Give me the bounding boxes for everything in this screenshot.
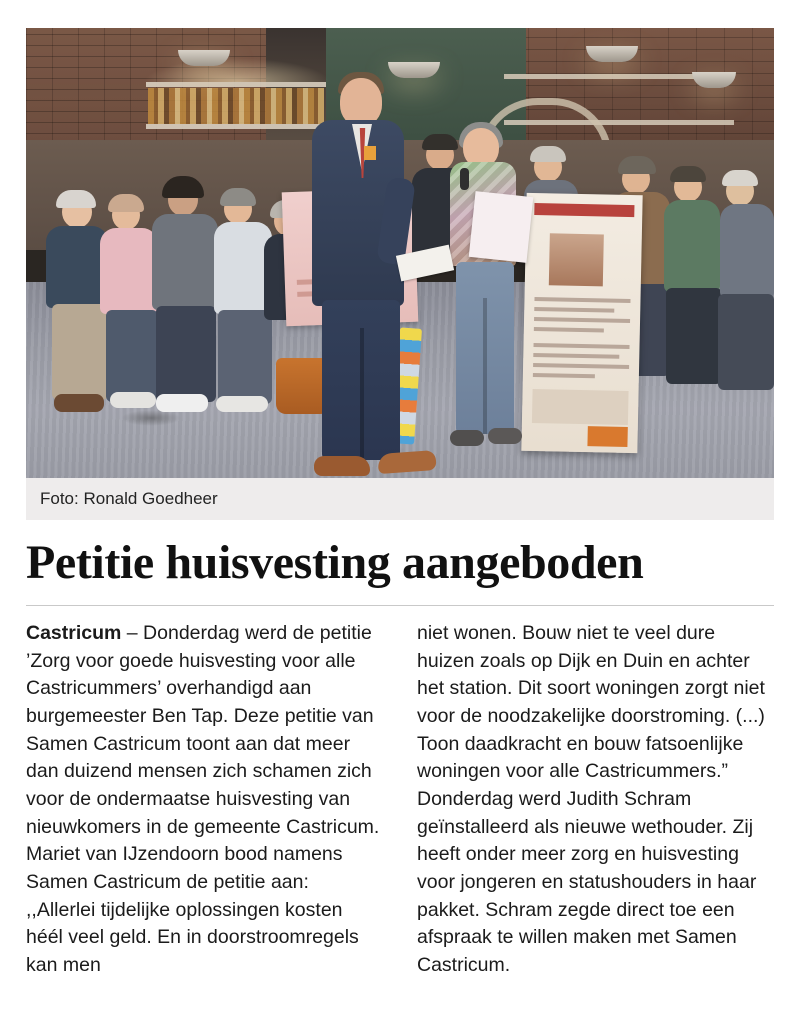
- article-photo: [26, 28, 774, 478]
- floor-shadow: [121, 410, 181, 426]
- poster-image-block: [532, 389, 629, 425]
- poster-title-band: [534, 203, 634, 217]
- poster-logo: [587, 426, 627, 447]
- column-right-text: niet wonen. Bouw niet te veel dure huizen zoals op Dijk en Duin en achter het station. Dit soort woningen zorgt niet voor de noodzakelijke doorstroming. (...) Toon daadkracht en bouw fatsoenlijke woningen voor alle Castricummers.” Donderdag werd Judith Schram geïnstalleerd als nieuwe wethouder. Zij heeft onder meer zorg en huisvesting voor jongeren en statushouders in haar pakket. Schram zegde direct toe een afspraak te willen maken met Samen Castricum.: [417, 621, 765, 977]
- article-headline: Petitie huisvesting aangeboden: [26, 536, 644, 589]
- audience-hair: [220, 188, 256, 206]
- poster-text-line: [533, 353, 619, 359]
- audience-shoes: [156, 394, 208, 412]
- poster-text-line: [533, 343, 629, 349]
- article-column-left: [26, 620, 383, 980]
- audience-body: [100, 228, 158, 314]
- speaker-shoe: [377, 450, 436, 474]
- audience-body: [46, 226, 108, 308]
- audience-hair: [722, 170, 758, 186]
- article-column-right: [417, 620, 774, 980]
- books-row: [148, 88, 324, 124]
- lead-location: Castricum: [26, 621, 122, 644]
- microphone: [460, 168, 469, 190]
- audience-shoes: [110, 392, 156, 408]
- audience-hair: [56, 190, 96, 208]
- photo-caption-bar: [26, 478, 774, 520]
- information-poster: [521, 193, 642, 453]
- column-left-text: – Donderdag werd de petitie ’Zorg voor goede huisvesting voor alle Castricummers’ overhandigd aan burgemeester Ben Tap. Deze petitie van Samen Castricum toont aan dat meer dan duizend mensen zich schamen zich voor de ondermaatse huisvesting van nieuwkomers in de gemeente Castricum. Mariet van IJzendoorn bood namens Samen Castricum de petitie aan: ,,Allerlei tijdelijke oplossingen kosten héél veel geld. En in doorstroomregels kan men: [26, 621, 380, 977]
- poster-text-line: [534, 327, 604, 332]
- ceiling-lamp: [586, 46, 638, 62]
- ceiling-lamp: [178, 50, 230, 66]
- poster-text-line: [534, 307, 614, 313]
- audience-legs: [718, 294, 774, 390]
- photo-block: [26, 28, 774, 520]
- shelf-light-glow: [144, 58, 330, 82]
- woman-shoe: [488, 428, 522, 444]
- poster-photo: [549, 233, 604, 286]
- speaker-trousers-seam: [360, 328, 364, 458]
- poster-text-line: [533, 363, 629, 369]
- audience-body: [664, 200, 720, 292]
- audience-hair: [670, 166, 706, 182]
- bookshelf-edge: [146, 82, 326, 87]
- audience-hair: [422, 134, 458, 150]
- woman-jeans-seam: [483, 298, 487, 434]
- audience-shoes: [216, 396, 268, 412]
- poster-text-line: [534, 317, 630, 323]
- speaker-shoe: [314, 456, 370, 476]
- audience-body: [152, 214, 218, 310]
- audience-shoes: [54, 394, 104, 412]
- speaker-head: [340, 78, 382, 126]
- audience-hair: [108, 194, 144, 212]
- audience-legs: [156, 306, 216, 402]
- audience-legs: [52, 304, 108, 400]
- petition-papers: [469, 191, 534, 263]
- lead-paragraph: [26, 620, 383, 980]
- speaker-badge: [364, 146, 376, 160]
- woman-shoe: [450, 430, 484, 446]
- poster-text-line: [533, 373, 595, 378]
- bookshelf-edge: [146, 124, 326, 129]
- audience-hair: [530, 146, 566, 162]
- headline-divider: [26, 605, 774, 606]
- audience-legs: [218, 310, 272, 404]
- audience-legs: [666, 288, 722, 384]
- audience-body: [720, 204, 774, 298]
- audience-legs: [106, 310, 158, 402]
- article-body: [26, 620, 774, 980]
- ceiling-lamp: [388, 62, 440, 78]
- photo-credit: Foto: Ronald Goedheer: [40, 489, 218, 508]
- audience-hair: [618, 156, 656, 174]
- poster-text-line: [534, 297, 630, 303]
